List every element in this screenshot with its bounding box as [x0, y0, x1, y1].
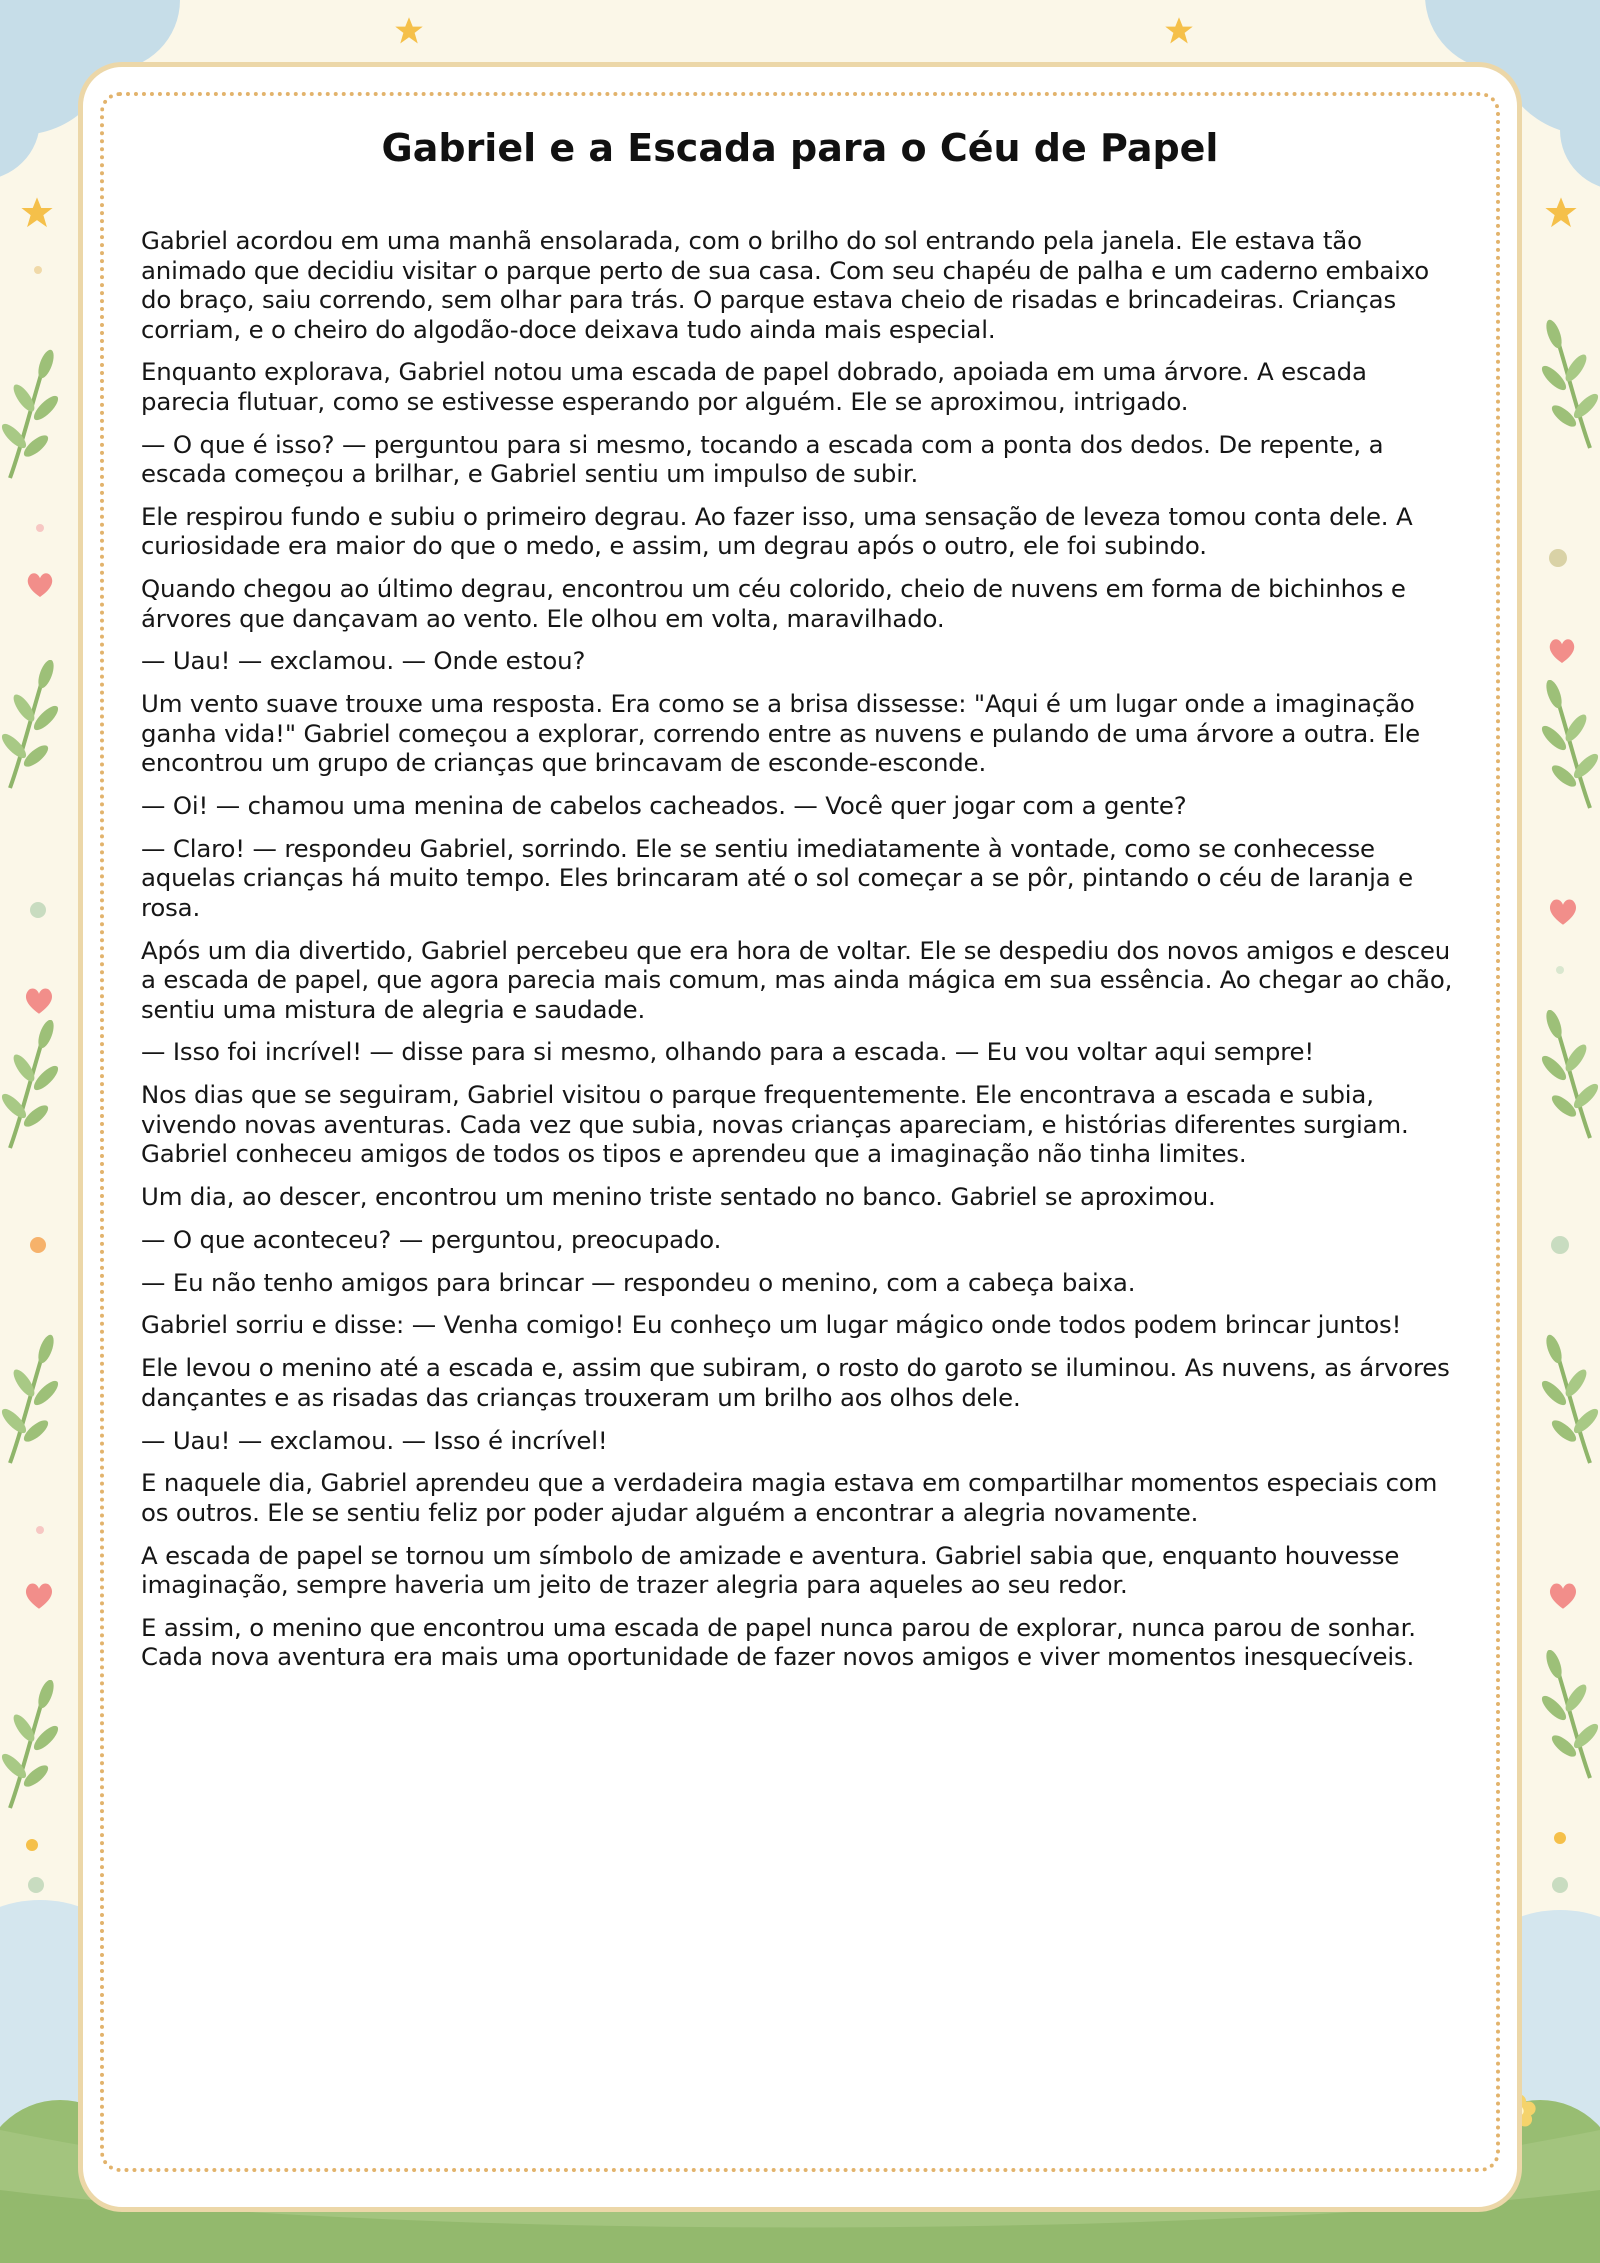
leaf-branch-icon — [0, 348, 62, 478]
story-title: Gabriel e a Escada para o Céu de Papel — [381, 126, 1219, 170]
story-paragraph: Ele respirou fundo e subiu o primeiro degrau. Ao fazer isso, uma sensação de leveza tomou conta dele. A curiosidade era maior do que o medo, e assim, um degrau após o outro, ele foi subindo. — [141, 501, 1413, 561]
leaf-branch-icon — [0, 658, 62, 788]
story-paragraph: — Uau! — exclamou. — Isso é incrível! — [141, 1425, 608, 1455]
leaf-branch-icon — [1538, 318, 1600, 448]
heart-icon — [26, 989, 52, 1014]
story-paragraph: Um vento suave trouxe uma resposta. Era como se a brisa dissesse: "Aqui é um lugar onde a imaginação ganha vida!" Gabriel começou a explorar, correndo entre as nuvens e pulando de uma árvore a outra. Ele encontrou um grupo de crianças que brincavam de esconde-esconde. — [141, 689, 1420, 778]
story-paragraph: — Uau! — exclamou. — Onde estou? — [141, 646, 586, 676]
story-paragraph: — Eu não tenho amigos para brincar — respondeu o menino, com a cabeça baixa. — [141, 1267, 1136, 1297]
leaf-branch-icon — [0, 1018, 62, 1148]
story-paragraph: — O que aconteceu? — perguntou, preocupado. — [141, 1224, 722, 1254]
heart-icon — [1550, 639, 1575, 663]
story-paragraph: Um dia, ao descer, encontrou um menino triste sentado no banco. Gabriel se aproximou. — [141, 1182, 1216, 1212]
story-paragraph: — Isso foi incrível! — disse para si mesmo, olhando para a escada. — Eu vou voltar aqui sempre! — [141, 1037, 1315, 1067]
leaf-branch-icon — [1538, 1333, 1600, 1463]
heart-icon — [1550, 900, 1576, 925]
story-paragraph: — O que é isso? — perguntou para si mesmo, tocando a escada com a ponta dos dedos. De repente, a escada começou a brilhar, e Gabriel sentiu um impulso de subir. — [141, 429, 1384, 489]
leaf-branch-icon — [1538, 678, 1600, 808]
story-paragraph: E assim, o menino que encontrou uma escada de papel nunca parou de explorar, nunca parou de sonhar. Cada nova aventura era mais uma oportunidade de fazer novos amigos e viver momentos inesquecíveis. — [141, 1612, 1416, 1672]
story-body — [141, 226, 1461, 1685]
story-paragraph: E naquele dia, Gabriel aprendeu que a verdadeira magia estava em compartilhar momentos especiais com os outros. Ele se sentiu feliz por poder ajudar alguém a encontrar a alegria novamente. — [141, 1468, 1438, 1527]
star-icon — [21, 197, 52, 227]
story-paragraph: Nos dias que se seguiram, Gabriel visitou o parque frequentemente. Ele encontrava a escada e subia, vivendo novas aventuras. Cada vez que subia, novas crianças apareciam, e histórias diferentes surgiam. Gabriel conheceu amigos de todos os tipos e aprendeu que a imaginação não tinha limites. — [141, 1080, 1409, 1169]
story-paragraph: Ele levou o menino até a escada e, assim que subiram, o rosto do garoto se iluminou. As nuvens, as árvores dançantes e as risadas das crianças trouxeram um brilho aos olhos dele. — [141, 1353, 1450, 1412]
story-paragraph: — Oi! — chamou uma menina de cabelos cacheados. — Você quer jogar com a gente? — [141, 791, 1187, 821]
story-paragraph: — Claro! — respondeu Gabriel, sorrindo. Ele se sentiu imediatamente à vontade, como se conhecesse aquelas crianças há muito tempo. Eles brincaram até o sol começar a se pôr, pintando o céu de laranja e rosa. — [141, 833, 1413, 922]
leaf-branch-icon — [1538, 1648, 1600, 1778]
star-icon — [1165, 17, 1193, 43]
story-paragraph: Enquanto explorava, Gabriel notou uma escada de papel dobrado, apoiada em uma árvore. A escada parecia flutuar, como se estivesse esperando por alguém. Ele se aproximou, intrigado. — [141, 357, 1367, 416]
story-paragraph: Após um dia divertido, Gabriel percebeu que era hora de voltar. Ele se despediu dos novos amigos e desceu a escada de papel, que agora parecia mais comum, mas ainda mágica em sua essência. Ao chegar ao chão, sentiu uma mistura de alegria e saudade. — [141, 935, 1453, 1024]
star-icon — [395, 17, 423, 43]
heart-icon — [28, 573, 53, 597]
story-paragraph: Gabriel acordou em uma manhã ensolarada, com o brilho do sol entrando pela janela. Ele estava tão animado que decidiu visitar o parque perto de sua casa. Com seu chapéu de palha e um caderno embaixo do braço, saiu correndo, sem olhar para trás. O parque estava cheio de risadas e brincadeiras. Crianças corriam, e o cheiro do algodão-doce deixava tudo ainda mais especial. — [141, 226, 1430, 344]
heart-icon — [26, 1584, 52, 1609]
story-paragraph: Quando chegou ao último degrau, encontrou um céu colorido, cheio de nuvens em forma de bichinhos e árvores que dançavam ao vento. Ele olhou em volta, maravilhado. — [141, 574, 1406, 633]
leaf-branch-icon — [0, 1333, 62, 1463]
leaf-branch-icon — [0, 1678, 62, 1808]
leaf-branch-icon — [1538, 1008, 1600, 1138]
story-paragraph: Gabriel sorriu e disse: — Venha comigo! Eu conheço um lugar mágico onde todos podem brincar juntos! — [141, 1310, 1402, 1340]
story-paragraph: A escada de papel se tornou um símbolo de amizade e aventura. Gabriel sabia que, enquanto houvesse imaginação, sempre haveria um jeito de trazer alegria para aqueles ao seu redor. — [141, 1540, 1400, 1600]
heart-icon — [1550, 1584, 1576, 1609]
star-icon — [1545, 197, 1576, 227]
